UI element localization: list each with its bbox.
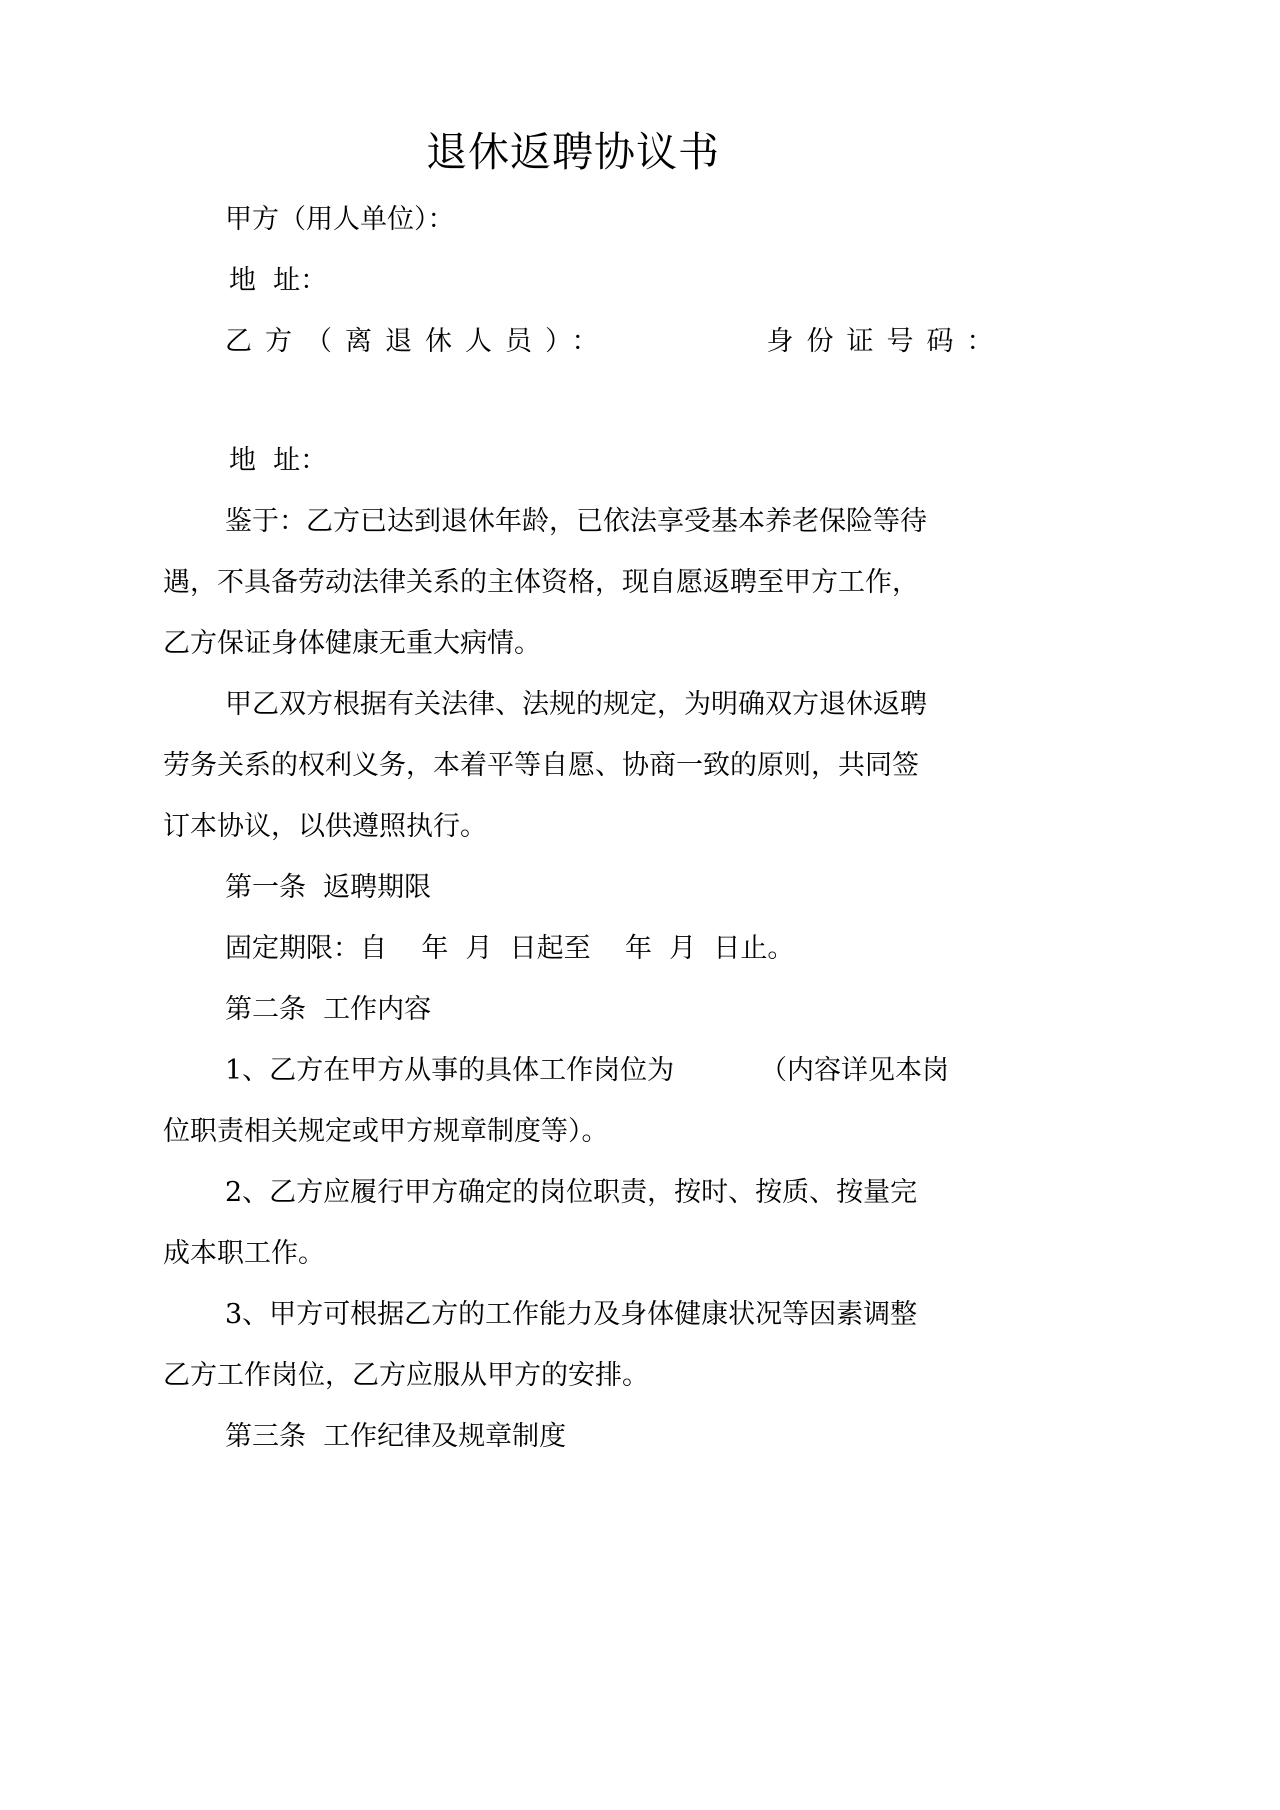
page-content: [163, 0, 1007, 1467]
recital-paragraph: [163, 491, 983, 674]
party-b-id-label: 身份证号码：: [766, 326, 1007, 358]
party-a-label: 甲方（用人单位）：: [225, 204, 455, 236]
article-1-item-1-line-1: 固定期限：自 年 月 日起至 年 月 日止。: [225, 933, 795, 965]
article-2-item-3: [163, 1284, 983, 1406]
article-2-item-3-line-1: 3、甲方可根据乙方的工作能力及身体健康状况等因素调整: [225, 1299, 918, 1331]
article-2-item-3-line-2: 乙方工作岗位，乙方应服从甲方的安排。: [163, 1360, 649, 1392]
article-2-heading: 第二条 工作内容: [225, 994, 432, 1026]
article-2-item-1-line-2: 位职责相关规定或甲方规章制度等）。: [163, 1116, 609, 1148]
preamble-line-1: 甲乙双方根据有关法律、法规的规定，为明确双方退休返聘: [225, 689, 927, 721]
party-b-address-label: 地 址：: [229, 445, 328, 477]
page-title: 退休返聘协议书: [426, 128, 720, 176]
party-a-address-label: 地 址：: [229, 265, 328, 297]
preamble-line-3: 订本协议，以供遵照执行。: [163, 811, 487, 843]
recital-line-3: 乙方保证身体健康无重大病情。: [163, 628, 541, 660]
preamble-paragraph: [163, 674, 983, 857]
recital-line-1: 鉴于：乙方已达到退休年龄，已依法享受基本养老保险等待: [225, 506, 927, 538]
spacer: [163, 177, 983, 189]
preamble-line-2: 劳务关系的权利义务，本着平等自愿、协商一致的原则，共同签: [163, 750, 919, 782]
article-3-heading: 第三条 工作纪律及规章制度: [225, 1421, 567, 1453]
party-b-row: [163, 311, 1007, 372]
article-2-item-2: [163, 1162, 983, 1284]
recital-line-2: 遇，不具备劳动法律关系的主体资格，现自愿返聘至甲方工作，: [163, 567, 919, 599]
spacer: [163, 372, 983, 430]
article-2-item-2-line-1: 2、乙方应履行甲方确定的岗位职责，按时、按质、按量完: [225, 1177, 918, 1209]
article-1-heading: 第一条 返聘期限: [225, 872, 432, 904]
article-2-item-1-line-1: 1、乙方在甲方从事的具体工作岗位为 （内容详见本岗: [225, 1055, 950, 1087]
article-2-item-1: [163, 1040, 983, 1162]
party-b-label: 乙方（离退休人员）：: [225, 326, 612, 358]
article-2-item-2-line-2: 成本职工作。: [163, 1238, 325, 1270]
